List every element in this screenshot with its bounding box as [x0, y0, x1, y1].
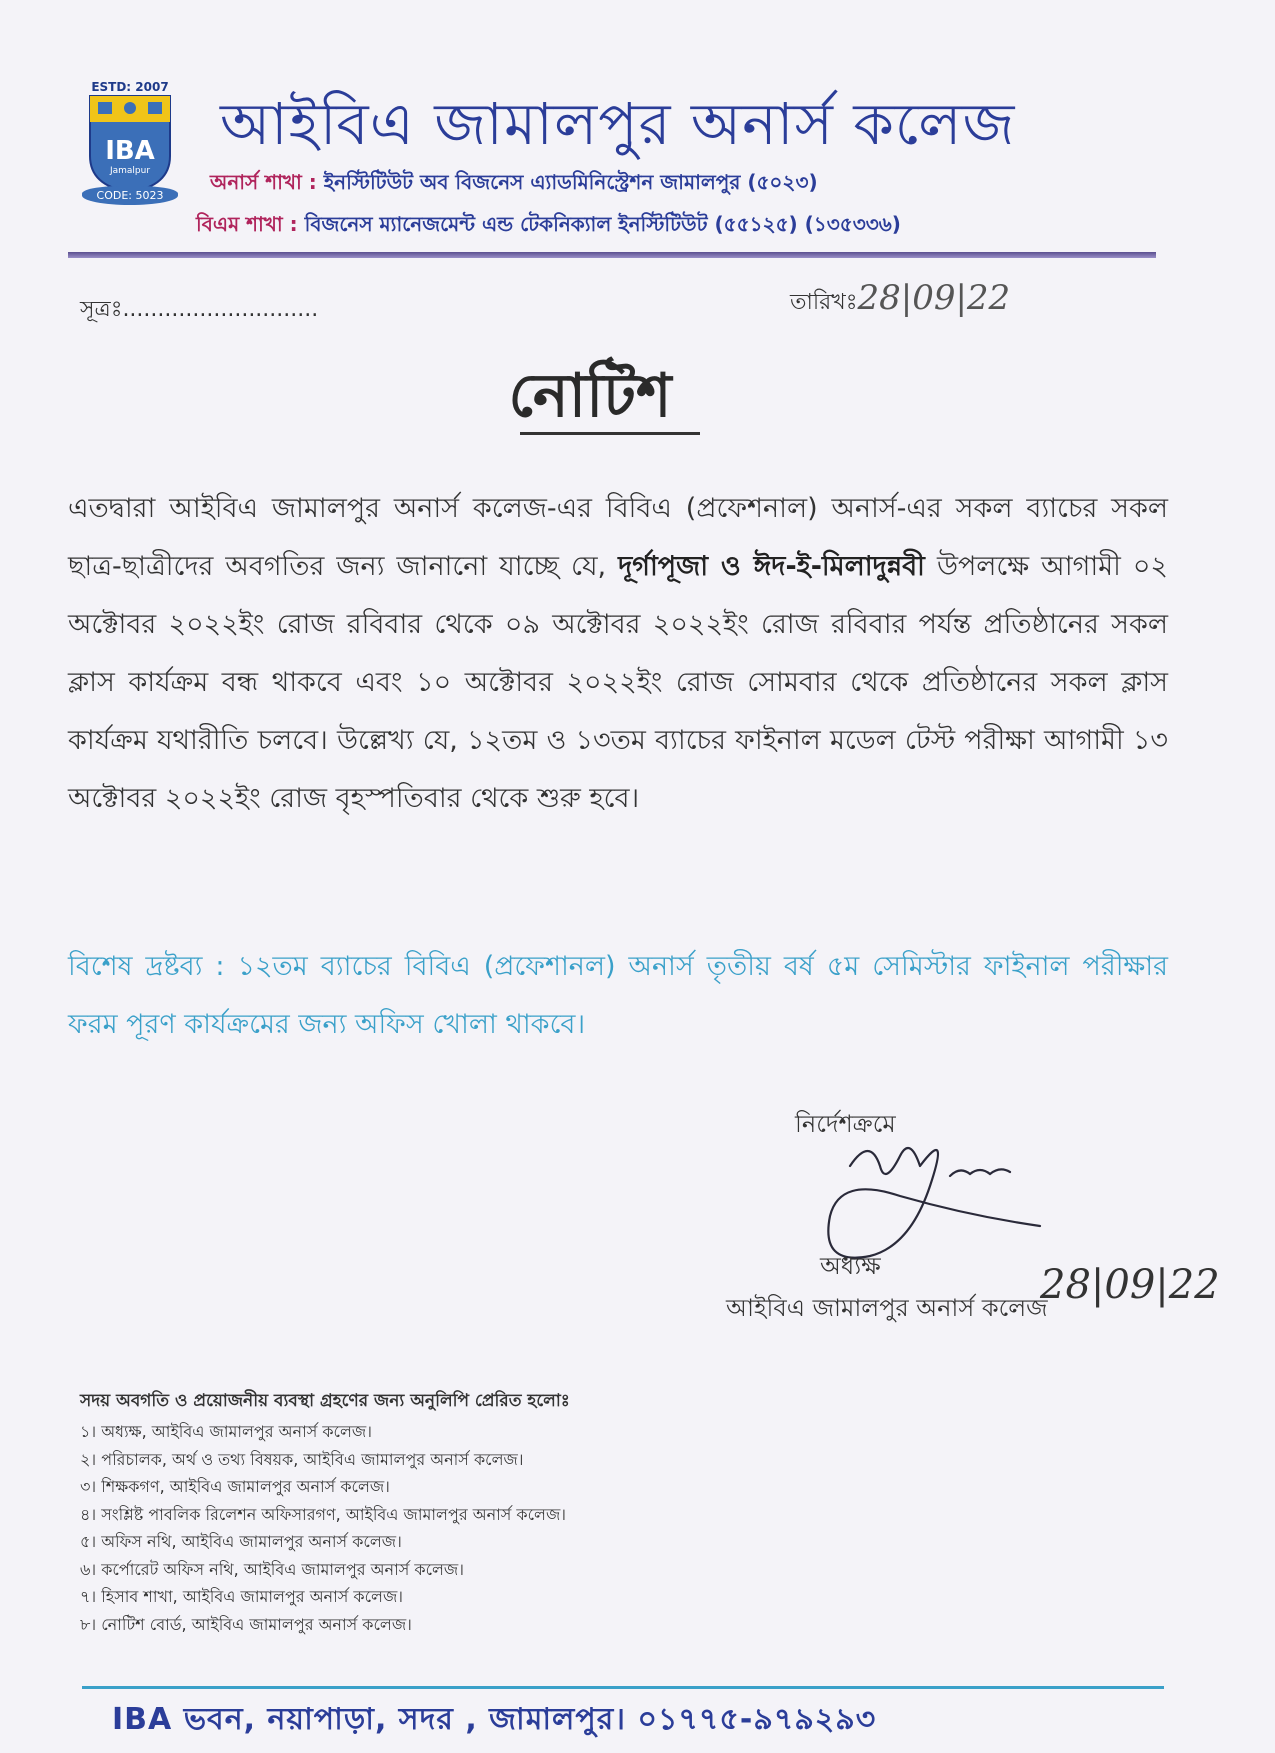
- honours-branch-value: ইনস্টিটিউট অব বিজনেস এ্যাডমিনিস্ট্রেশন জামালপুর (৫০২৩): [323, 170, 818, 194]
- bm-branch-label: বিএম শাখা :: [196, 212, 298, 236]
- logo-estd: ESTD: 2007: [91, 80, 169, 94]
- body-part-1: এতদ্বারা আইবিএ জামালপুর অনার্স কলেজ-এর বিবিএ (প্রফেশনাল) অনার্স-এর সকল ব্যাচের সকল ছাত্র-ছাত্রীদের অবগতির জন্য জানানো যাচ্ছে যে,: [68, 493, 1168, 582]
- copies-list: [80, 1418, 566, 1638]
- copies-heading: সদয় অবগতি ও প্রয়োজনীয় ব্যবস্থা গ্রহণের জন্য অনুলিপি প্রেরিত হলোঃ: [80, 1391, 570, 1411]
- list-item: ৫। অফিস নথি, আইবিএ জামালপুর অনার্স কলেজ।: [80, 1532, 402, 1551]
- list-item: ৩। শিক্ষকগণ, আইবিএ জামালপুর অনার্স কলেজ।: [80, 1477, 390, 1496]
- logo-place: Jamalpur: [109, 166, 151, 176]
- title-underline: [520, 432, 700, 435]
- logo-name: IBA: [105, 136, 155, 166]
- signatory-role: অধ্যক্ষ: [820, 1252, 881, 1280]
- list-item: ৪। সংশ্লিষ্ট পাবলিক রিলেশন অফিসারগণ, আইবিএ জামালপুর অনার্স কলেজ।: [80, 1504, 566, 1524]
- date-value: 28|09|22: [857, 278, 1011, 318]
- honours-branch-label: অনার্স শাখা :: [210, 170, 317, 194]
- footer-address: IBA ভবন, নয়াপাড়া, সদর , জামালপুর। ০১৭৭৫-৯৭৯২৯৩: [112, 1702, 877, 1737]
- body-occasion: দূর্গাপূজা ও ঈদ-ই-মিলাদুন্নবী: [618, 551, 925, 582]
- notice-body: [68, 480, 1168, 828]
- list-item: ৮। নোটিশ বোর্ড, আইবিএ জামালপুর অনার্স কলেজ।: [80, 1614, 412, 1634]
- special-note: বিশেষ দ্রষ্টব্য : ১২তম ব্যাচের বিবিএ (প্রফেশানল) অনার্স তৃতীয় বর্ষ ৫ম সেমিস্টার ফাইনাল পরীক্ষার ফরম পূরণ কার্যক্রমের জন্য অফিস খোলা থাকবে।: [68, 951, 1168, 1040]
- college-name: আইবিএ জামালপুর অনার্স কলেজ: [220, 90, 1016, 158]
- notice-title: নোটিশ: [508, 361, 672, 431]
- honours-branch: [210, 168, 818, 201]
- reference-dots: ............................: [122, 297, 319, 322]
- signature-directive: নির্দেশক্রমে: [795, 1110, 896, 1138]
- logo-code: CODE: 5023: [82, 186, 178, 205]
- body-part-2: উপলক্ষে আগামী ০২ অক্টোবর ২০২২ইং রোজ রবিবার থেকে ০৯ অক্টোবর ২০২২ইং রোজ রবিবার পর্যন্ত প্রতিষ্ঠানের সকল ক্লাস কার্যক্রম বন্ধ থাকবে এবং ১০ অক্টোবর ২০২২ইং রোজ সোমবার থেকে প্রতিষ্ঠানের সকল ক্লাস কার্যক্রম যথারীতি চলবে। উল্লেখ্য যে, ১২তম ও ১৩তম ব্যাচের ফাইনাল মডেল টেস্ট পরীক্ষা আগামী ১৩ অক্টোবর ২০২২ইং রোজ বৃহস্পতিবার থেকে শুরু হবে।: [68, 551, 1168, 814]
- signatory-college: আইবিএ জামালপুর অনার্স কলেজ: [726, 1294, 1048, 1322]
- list-item: ১। অধ্যক্ষ, আইবিএ জামালপুর অনার্স কলেজ।: [80, 1422, 372, 1441]
- list-item: ৬। কর্পোরেট অফিস নথি, আইবিএ জামালপুর অনার্স কলেজ।: [80, 1559, 464, 1579]
- reference: [80, 292, 318, 329]
- bm-branch: [196, 210, 901, 243]
- list-item: ২। পরিচালক, অর্থ ও তথ্য বিষয়ক, আইবিএ জামালপুর অনার্স কলেজ।: [80, 1449, 524, 1469]
- date: [790, 278, 1010, 322]
- college-logo: [82, 80, 178, 220]
- bm-branch-value: বিজনেস ম্যানেজমেন্ট এন্ড টেকনিক্যাল ইনস্টিটিউট (৫৫১২৫) (১৩৫৩৩৬): [304, 212, 901, 236]
- header-divider: [68, 252, 1156, 258]
- signature-date: 28|09|22: [1040, 1262, 1220, 1308]
- list-item: ৭। হিসাব শাখা, আইবিএ জামালপুর অনার্স কলেজ।: [80, 1587, 403, 1606]
- date-label: তারিখঃ: [790, 290, 858, 315]
- reference-label: সূত্রঃ: [80, 297, 123, 322]
- footer-divider: [82, 1686, 1164, 1689]
